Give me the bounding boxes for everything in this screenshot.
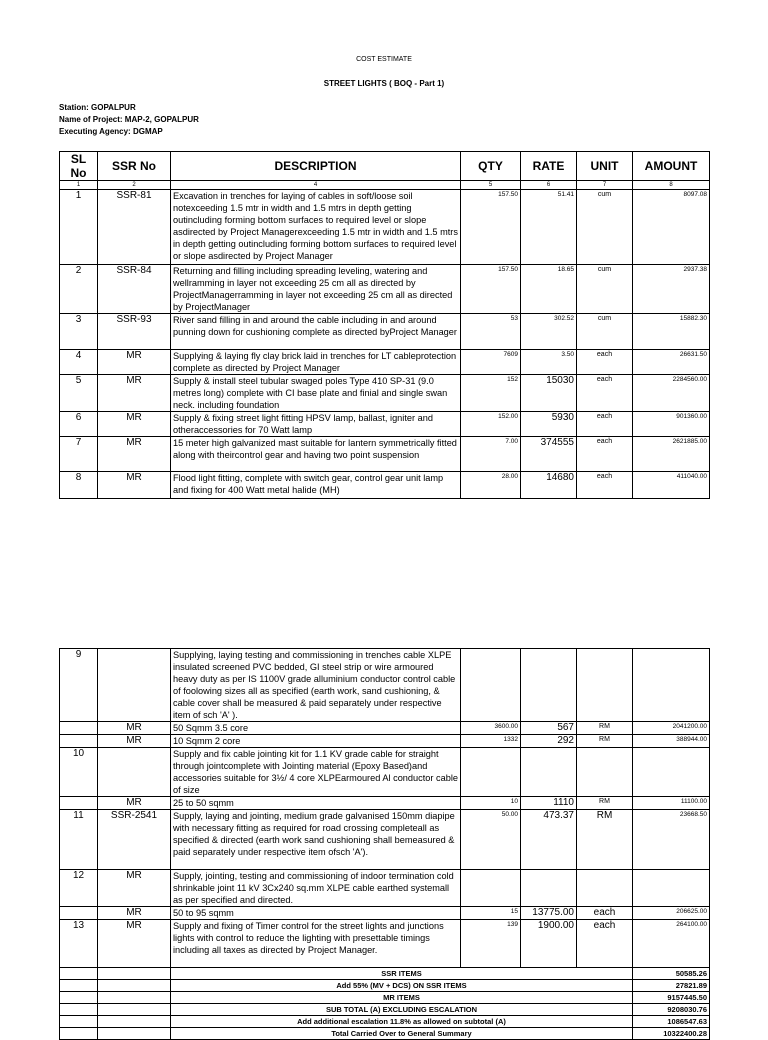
cell-amount: 206625.00: [633, 907, 710, 920]
cell-unit: each: [577, 412, 633, 437]
cell-description: Flood light fitting, complete with switch gear, control gear unit lamp and fixing for 400 Watt metal halide (MH): [171, 472, 461, 499]
table-row: [60, 350, 710, 375]
cell-description: Supply, jointing, testing and commissioning of indoor termination cold shrinkable joint 11 kV 3Cx240 sq.mm XLPE cable earthed systemall as per specified and directed.: [171, 870, 461, 907]
cell-amount: 11100.00: [633, 797, 710, 810]
cell-description: Supply and fix cable jointing kit for 1.1 KV grade cable for straight through jointcomplete with Jointing material (Epoxy Based)and accessories suitable for 3½/ 4 core XLPEarmoured Al conductor cable of size: [171, 748, 461, 797]
header-rate: RATE: [521, 152, 577, 181]
cell-description: Supply, laying and jointing, medium grade galvanised 150mm diapipe with necessary fitting as required for road crossing completeall as specified & directed (earth work sand cushioning shall bemeasured & paid separately under respective item ofsch 'A').: [171, 810, 461, 870]
cell-unit: [577, 649, 633, 722]
table-row: [60, 472, 710, 499]
cell-amount: [633, 649, 710, 722]
cell-ssr-no: MR: [98, 375, 171, 412]
cell-ssr-no: MR: [98, 797, 171, 810]
table-row: [60, 649, 710, 722]
cell-ssr-no: SSR-81: [98, 190, 171, 265]
cell-qty: 139: [461, 920, 521, 968]
table-row: [60, 920, 710, 968]
cell-description: River sand filling in and around the cable including in and around punning down for cushioning complete as directed byProject Manager: [171, 314, 461, 350]
cell-qty: 3600.00: [461, 722, 521, 735]
cell-ssr-no: MR: [98, 870, 171, 907]
cell-ssr-no: MR: [98, 735, 171, 748]
cell-qty: 157.50: [461, 190, 521, 265]
cell-ssr-no: SSR-93: [98, 314, 171, 350]
summary-label: Add additional escalation 11.8% as allowed on subtotal (A): [171, 1016, 633, 1028]
table-row: [60, 748, 710, 797]
cell-amount: 2937.38: [633, 265, 710, 314]
summary-spacer: [98, 992, 171, 1004]
cell-description: Supplying, laying testing and commissioning in trenches cable XLPE insulated screened PVC bedded, GI steel strip or wire armoured heavy duty as per IS 1100V grade alluminium conductor control cable of foolowing sizes all as specified (earth work, sand cushioning, & cable cover shall be measured & paid separately under respective item of sch 'A' ).: [171, 649, 461, 722]
header-description: DESCRIPTION: [171, 152, 461, 181]
cell-amount: [633, 870, 710, 907]
cell-qty: 50.00: [461, 810, 521, 870]
summary-spacer: [98, 968, 171, 980]
table-row: [60, 810, 710, 870]
col-number: 2: [98, 181, 171, 190]
cell-description: Supply & install steel tubular swaged poles Type 410 SP-31 (9.0 metres long) complete with CI base plate and finial and single swan neck. including foundation: [171, 375, 461, 412]
cell-description: 15 meter high galvanized mast suitable for lantern symmetrically fitted along with theircontrol gear and having two point suspension: [171, 437, 461, 472]
table-row: [60, 722, 710, 735]
cell-unit: RM: [577, 735, 633, 748]
cell-rate: 1110: [521, 797, 577, 810]
cell-rate: 13775.00: [521, 907, 577, 920]
cell-unit: each: [577, 350, 633, 375]
summary-row: [60, 968, 710, 980]
header-unit: UNIT: [577, 152, 633, 181]
summary-spacer: [60, 1016, 98, 1028]
summary-label: SSR ITEMS: [171, 968, 633, 980]
cell-ssr-no: [98, 649, 171, 722]
summary-value: 1086547.63: [633, 1016, 710, 1028]
cell-description: Supply and fixing of Timer control for the street lights and junctions lights with control to reduce the lighting with presettable timings including all taxes as directed by Project Manager.: [171, 920, 461, 968]
cell-sl-no: 11: [60, 810, 98, 870]
table-row: [60, 190, 710, 265]
cell-amount: 15882.30: [633, 314, 710, 350]
cell-amount: 2284560.00: [633, 375, 710, 412]
table-row: [60, 314, 710, 350]
column-number-row: [60, 181, 710, 190]
document-subtitle: STREET LIGHTS ( BOQ - Part 1): [323, 79, 445, 88]
cell-unit: RM: [577, 810, 633, 870]
cell-ssr-no: SSR-2541: [98, 810, 171, 870]
table-row: [60, 375, 710, 412]
cell-ssr-no: MR: [98, 350, 171, 375]
cell-ssr-no: [98, 748, 171, 797]
cell-rate: [521, 870, 577, 907]
cell-rate: 302.52: [521, 314, 577, 350]
summary-label: SUB TOTAL (A) EXCLUDING ESCALATION: [171, 1004, 633, 1016]
summary-spacer: [98, 980, 171, 992]
boq-table-part1: [59, 151, 710, 499]
summary-spacer: [60, 980, 98, 992]
cell-unit: each: [577, 920, 633, 968]
summary-row: [60, 980, 710, 992]
summary-row: [60, 1028, 710, 1040]
cell-amount: 23668.50: [633, 810, 710, 870]
cell-sl-no: 3: [60, 314, 98, 350]
col-number: 4: [171, 181, 461, 190]
table-row: [60, 870, 710, 907]
table-row: [60, 797, 710, 810]
cell-amount: 901360.00: [633, 412, 710, 437]
cell-unit: RM: [577, 797, 633, 810]
cell-qty: 28.00: [461, 472, 521, 499]
cell-unit: [577, 870, 633, 907]
summary-row: [60, 1016, 710, 1028]
summary-spacer: [98, 1004, 171, 1016]
cell-rate: 1900.00: [521, 920, 577, 968]
cell-description: 10 Sqmm 2 core: [171, 735, 461, 748]
summary-value: 9157445.50: [633, 992, 710, 1004]
cell-description: Supply & fixing street light fitting HPSV lamp, ballast, igniter and otheraccessories for 70 Watt lamp: [171, 412, 461, 437]
cell-description: Supplying & laying fly clay brick laid in trenches for LT cableprotection complete as directed by Project Manager: [171, 350, 461, 375]
cell-qty: 10: [461, 797, 521, 810]
cell-qty: 7.00: [461, 437, 521, 472]
cell-description: 50 to 95 sqmm: [171, 907, 461, 920]
summary-value: 9208030.76: [633, 1004, 710, 1016]
header-sl-no: SL No: [60, 152, 98, 181]
summary-row: [60, 1004, 710, 1016]
table-row: [60, 412, 710, 437]
table-row: [60, 907, 710, 920]
summary-value: 50585.26: [633, 968, 710, 980]
col-number: 5: [461, 181, 521, 190]
cell-ssr-no: MR: [98, 437, 171, 472]
cell-sl-no: 5: [60, 375, 98, 412]
cell-amount: 411040.00: [633, 472, 710, 499]
cell-sl-no: [60, 722, 98, 735]
cell-qty: [461, 748, 521, 797]
cell-ssr-no: MR: [98, 472, 171, 499]
cell-sl-no: 4: [60, 350, 98, 375]
cell-amount: 388944.00: [633, 735, 710, 748]
cell-unit: each: [577, 375, 633, 412]
executing-agency-label: Executing Agency: DGMAP: [59, 127, 163, 136]
cell-amount: 2041200.00: [633, 722, 710, 735]
cell-qty: [461, 870, 521, 907]
station-label: Station: GOPALPUR: [59, 103, 136, 112]
summary-label: Total Carried Over to General Summary: [171, 1028, 633, 1040]
cell-qty: [461, 649, 521, 722]
cell-rate: 3.50: [521, 350, 577, 375]
summary-label: Add 55% (MV + DCS) ON SSR ITEMS: [171, 980, 633, 992]
cell-rate: 473.37: [521, 810, 577, 870]
table-row: [60, 437, 710, 472]
col-number: 7: [577, 181, 633, 190]
cell-ssr-no: MR: [98, 907, 171, 920]
cell-rate: 51.41: [521, 190, 577, 265]
cell-rate: 14680: [521, 472, 577, 499]
cell-qty: 152.00: [461, 412, 521, 437]
cell-unit: cum: [577, 314, 633, 350]
cell-sl-no: [60, 797, 98, 810]
cell-sl-no: 13: [60, 920, 98, 968]
document-title: COST ESTIMATE: [356, 56, 412, 63]
cell-amount: [633, 748, 710, 797]
cell-qty: 53: [461, 314, 521, 350]
cell-sl-no: 8: [60, 472, 98, 499]
summary-value: 27821.89: [633, 980, 710, 992]
boq-table-part2: [59, 648, 710, 1040]
col-number: 1: [60, 181, 98, 190]
cell-description: 50 Sqmm 3.5 core: [171, 722, 461, 735]
cell-unit: each: [577, 437, 633, 472]
cell-amount: 264100.00: [633, 920, 710, 968]
cell-qty: 152: [461, 375, 521, 412]
cell-sl-no: [60, 735, 98, 748]
cell-unit: cum: [577, 190, 633, 265]
col-number: 6: [521, 181, 577, 190]
cell-qty: 157.50: [461, 265, 521, 314]
cell-ssr-no: MR: [98, 722, 171, 735]
cell-sl-no: 1: [60, 190, 98, 265]
cell-qty: 1332: [461, 735, 521, 748]
cell-description: Excavation in trenches for laying of cables in soft/loose soil notexceeding 1.5 mtr in width and 1.5 mtrs in depth getting outincluding forming bottom surfaces to required level or slope asdirected by Project Managerexceeding 1.5 mtr in width and 1.5 mtrs in depth getting outincluding forming bottom surfaces to required level or slope asdirected by Project Manager: [171, 190, 461, 265]
summary-spacer: [60, 992, 98, 1004]
cell-rate: 15030: [521, 375, 577, 412]
summary-spacer: [60, 968, 98, 980]
cell-unit: cum: [577, 265, 633, 314]
cell-unit: each: [577, 907, 633, 920]
cell-sl-no: 10: [60, 748, 98, 797]
cell-rate: 18.65: [521, 265, 577, 314]
cell-sl-no: [60, 907, 98, 920]
cell-ssr-no: SSR-84: [98, 265, 171, 314]
cell-description: Returning and filling including spreading leveling, watering and wellramming in layer not exceeding 25 cm all as directed by ProjectManagerramming in layer not exceeding 25 cm all as directed by ProjectManager: [171, 265, 461, 314]
cell-unit: RM: [577, 722, 633, 735]
cell-rate: [521, 649, 577, 722]
summary-spacer: [98, 1028, 171, 1040]
cell-rate: 292: [521, 735, 577, 748]
cell-amount: 26631.50: [633, 350, 710, 375]
summary-value: 10322400.28: [633, 1028, 710, 1040]
cell-description: 25 to 50 sqmm: [171, 797, 461, 810]
cell-sl-no: 12: [60, 870, 98, 907]
cell-ssr-no: MR: [98, 920, 171, 968]
header-amount: AMOUNT: [633, 152, 710, 181]
cell-unit: each: [577, 472, 633, 499]
cell-qty: 15: [461, 907, 521, 920]
summary-label: MR ITEMS: [171, 992, 633, 1004]
cell-sl-no: 7: [60, 437, 98, 472]
table-header-row: [60, 152, 710, 181]
cell-ssr-no: MR: [98, 412, 171, 437]
cell-amount: 2621885.00: [633, 437, 710, 472]
summary-row: [60, 992, 710, 1004]
col-number: 8: [633, 181, 710, 190]
cell-sl-no: 9: [60, 649, 98, 722]
summary-spacer: [60, 1004, 98, 1016]
header-qty: QTY: [461, 152, 521, 181]
cell-rate: 567: [521, 722, 577, 735]
cell-sl-no: 2: [60, 265, 98, 314]
cell-rate: 5930: [521, 412, 577, 437]
cell-sl-no: 6: [60, 412, 98, 437]
cell-amount: 8097.08: [633, 190, 710, 265]
table-row: [60, 265, 710, 314]
cell-qty: 7609: [461, 350, 521, 375]
summary-spacer: [60, 1028, 98, 1040]
summary-spacer: [98, 1016, 171, 1028]
cell-rate: [521, 748, 577, 797]
cell-unit: [577, 748, 633, 797]
header-ssr-no: SSR No: [98, 152, 171, 181]
cell-rate: 374555: [521, 437, 577, 472]
table-row: [60, 735, 710, 748]
project-name-label: Name of Project: MAP-2, GOPALPUR: [59, 115, 199, 124]
